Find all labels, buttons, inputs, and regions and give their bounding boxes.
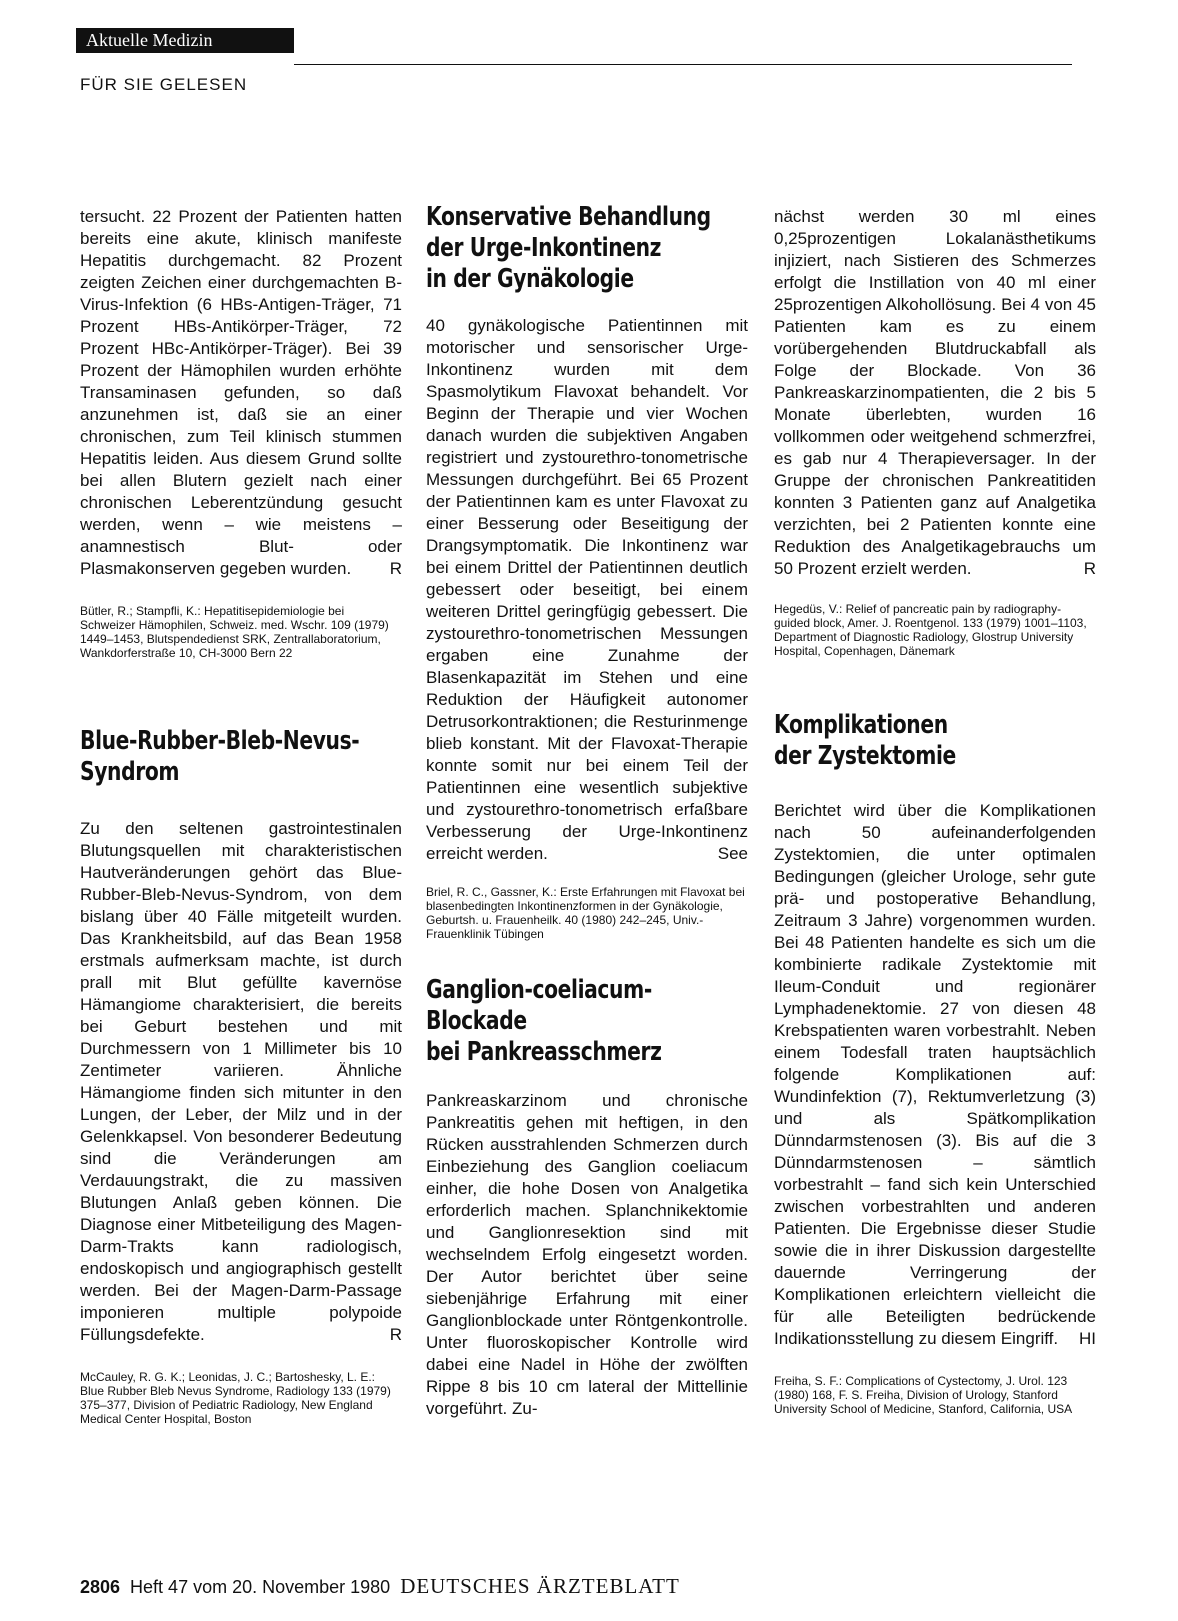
reference: McCauley, R. G. K.; Leonidas, J. C.; Bartoshesky, L. E.: Blue Rubber Bleb Nevus Syndrome, Radiology 133 (1979) 375–377, Division of Pediatric Radiology, New England Medical Center Hospital, Boston [80, 1370, 391, 1426]
continuation-text: tersucht. 22 Prozent der Patienten hatten bereits eine akute, klinisch manifeste Hepatitis durchgemacht. 82 Prozent zeigten Zeichen einer durchgemachten B-Virus-Infektion (6 HBs-Antigen-Träger, 71 Prozent HBs-Antikörper-Träger, 72 Prozent HBc-Antikörper-Träger). Bei 39 Prozent der Hämophilen wurden erhöhte Transaminasen gefunden, so daß anzunehmen ist, daß sie an einer chronischen, zum Teil klinisch stummen Hepatitis leiden. Aus diesem Grund sollte bei allen Blutern gezielt nach einer chronischen Leberentzündung gesucht werden, wenn – wie meistens – anamnestisch Blut- oder Plasmakonserven gegeben wurden. R [80, 207, 402, 578]
continuation-text: nächst werden 30 ml eines 0,25prozentigen Lokalanästhetikums injiziert, nach Sistieren des Schmerzes erfolgt die Instillation von 40 ml einer 25prozentigen Alkohollösung. Bei 4 von 45 Patienten kam es zu einem vorübergehenden Blutdruckabfall als Folge der Blockade. Von 36 Pankreaskarzinompatienten, die 2 bis 5 Monate überlebten, wurden 16 vollkommen oder weitgehend schmerzfrei, es gab nur 4 Therapieversager. In der Gruppe der chronischen Pankreatitiden konnten 3 Patienten ganz auf Analgetika verzichten, bei 2 Patienten konnte eine Reduktion des Analgetikagebrauchs um 50 Prozent erzielt werden. R [774, 207, 1096, 578]
article-title-line: Blue-Rubber-Bleb-Nevus- [80, 726, 360, 756]
section-tag: Aktuelle Medizin [76, 28, 294, 53]
journal-name: DEUTSCHES ÄRZTEBLATT [400, 1574, 680, 1598]
subsection-title: FÜR SIE GELESEN [80, 75, 248, 94]
author-signature: R [1083, 559, 1096, 578]
reference: Bütler, R.; Stampfli, K.: Hepatitisepidemiologie bei Schweizer Hämophilen, Schweiz. med. Wschr. 109 (1979) 1449–1453, Blutspendedienst SRK, Zentrallaboratorium, Wankdorferstraße 10, CH-3000 Bern 22 [80, 604, 389, 660]
article-title-line: bei Pankreasschmerz [426, 1037, 662, 1067]
reference: Briel, R. C., Gassner, K.: Erste Erfahrungen mit Flavoxat bei blasenbedingten Inkontinenzformen in der Gynäkologie, Geburtsh. u. Frauenheilk. 40 (1980) 242–245, Univ.-Frauenklinik Tübingen [426, 885, 745, 941]
page-number: 2806 [80, 1577, 121, 1597]
author-signature: R [389, 1325, 402, 1344]
article-text: 40 gynäkologische Patientinnen mit motorischer und sensorischer Urge-Inkontinenz wurden mit dem Spasmolytikum Flavoxat behandelt. Vor Beginn der Therapie und vier Wochen danach wurden die subjektiven Angaben registriert und zystourethro-tonometrische Messungen durchgeführt. Bei 65 Prozent der Patientinnen kam es unter Flavoxat zu einer Besserung oder Beseitigung der Drangsymptomatik. Die Inkontinenz war bei einem Drittel der Patientinnen deutlich gebessert oder beseitigt, bei einem weiteren Drittel geringfügig gebessert. Die zystourethro-tonometrischen Messungen ergaben eine Zunahme der Blasenkapazität im Stehen und eine Reduktion der Häufigkeit autonomer Detrusorkontraktionen; die Resturinmenge blieb konstant. Mit der Flavoxat-Therapie konnte somit nur bei einem Teil der Patientinnen eine wesentlich subjektive und zystourethro-tonometrisch erfaßbare Verbesserung der Urge-Inkontinenz erreicht werden. See [426, 316, 748, 863]
article-title-line: Syndrom [80, 757, 180, 787]
header-rule [294, 64, 1072, 65]
article-title [80, 726, 402, 788]
article-title [426, 202, 748, 295]
reference: Hegedüs, V.: Relief of pancreatic pain by radiography-guided block, Amer. J. Roentgenol. 133 (1979) 1001–1103, Department of Diagnostic Radiology, Glostrup University Hospital, Copenhagen, Dänemark [774, 602, 1087, 658]
article-title-line: Komplikationen [774, 710, 948, 740]
page-footer [80, 1574, 680, 1599]
reference: Freiha, S. F.: Complications of Cystectomy, J. Urol. 123 (1980) 168, F. S. Freiha, Division of Urology, Stanford University School of Medicine, Stanford, California, USA [774, 1374, 1073, 1416]
author-signature: HI [1079, 1329, 1096, 1348]
column-1 [80, 206, 402, 1426]
author-signature: R [389, 559, 402, 578]
column-2 [426, 202, 748, 1420]
issue-info: Heft 47 vom 20. November 1980 [130, 1577, 391, 1597]
column-3 [774, 206, 1096, 1416]
article-text: Pankreaskarzinom und chronische Pankreatitis gehen mit heftigen, in den Rücken ausstrahlenden Schmerzen durch Einbeziehung des Ganglion coeliacum einher, die hohe Dosen von Analgetika erforderlich machen. Splanchnikektomie und Ganglionresektion sind mit wechselndem Erfolg eingesetzt worden. Der Autor berichtet über seine siebenjährige Erfahrung mit einer Ganglionblockade unter Röntgenkontrolle. Unter fluoroskopischer Kontrolle wird dabei eine Nadel in Höhe der zwölften Rippe 8 bis 10 cm lateral der Mittellinie vorgeführt. Zu- [426, 1091, 748, 1418]
article-title-line: der Urge-Inkontinenz [426, 233, 662, 263]
author-signature: See [717, 844, 748, 863]
article-title-line: Konservative Behandlung [426, 202, 711, 232]
article-text: Berichtet wird über die Komplikationen nach 50 aufeinanderfolgenden Zystektomien, die unter optimalen Bedingungen (gleicher Urologe, sehr gute prä- und postoperative Behandlung, Zeitraum 3 Jahre) vorgenommen wurden. Bei 48 Patienten handelte es sich um die kombinierte radikale Zystektomie mit Ileum-Conduit und regionärer Lymphadenektomie. 27 von diesen 48 Krebspatienten waren vorbestrahlt. Neben einem Todesfall traten hauptsächlich folgende Komplikationen auf: Wundinfektion (7), Rektumverletzung (3) und als Spätkomplikation Dünndarmstenosen (3). Bis auf die 3 Dünndarmstenosen – sämtlich vorbestrahlt – fand sich kein Unterschied zwischen vorbestrahlten und anderen Patienten. Die Ergebnisse dieser Studie sowie die in ihrer Diskussion dargestellte dauernde Verringerung der Komplikationen erleichtern vielleicht die für alle Beteiligten bedrückende Indikationsstellung zu diesem Eingriff. HI [774, 801, 1096, 1348]
article-title-line: Blockade [426, 1006, 527, 1036]
article-title-line: der Zystektomie [774, 741, 956, 771]
article-title-line: in der Gynäkologie [426, 264, 634, 294]
article-text: Zu den seltenen gastrointestinalen Blutungsquellen mit charakteristischen Hautveränderungen gehört das Blue-Rubber-Bleb-Nevus-Syndrom, von dem bislang über 40 Fälle mitgeteilt wurden. Das Krankheitsbild, auf das Bean 1958 erstmals aufmerksam machte, ist durch prall mit Blut gefüllte kavernöse Hämangiome charakterisiert, die bereits bei Geburt bestehen und mit Durchmessern von 1 Millimeter bis 10 Zentimeter variieren. Ähnliche Hämangiome finden sich mitunter in den Lungen, der Leber, der Milz und in der Gelenkkapsel. Von besonderer Bedeutung sind die Veränderungen am Verdauungstrakt, die zu massiven Blutungen Anlaß geben können. Die Diagnose einer Mitbeteiligung des Magen-Darm-Trakts kann radiologisch, endoskopisch und angiographisch gestellt werden. Bei der Magen-Darm-Passage imponieren multiple polypoide Füllungsdefekte. R [80, 819, 402, 1344]
article-title [426, 975, 748, 1068]
article-title [774, 710, 1096, 772]
article-title-line: Ganglion-coeliacum- [426, 975, 652, 1005]
